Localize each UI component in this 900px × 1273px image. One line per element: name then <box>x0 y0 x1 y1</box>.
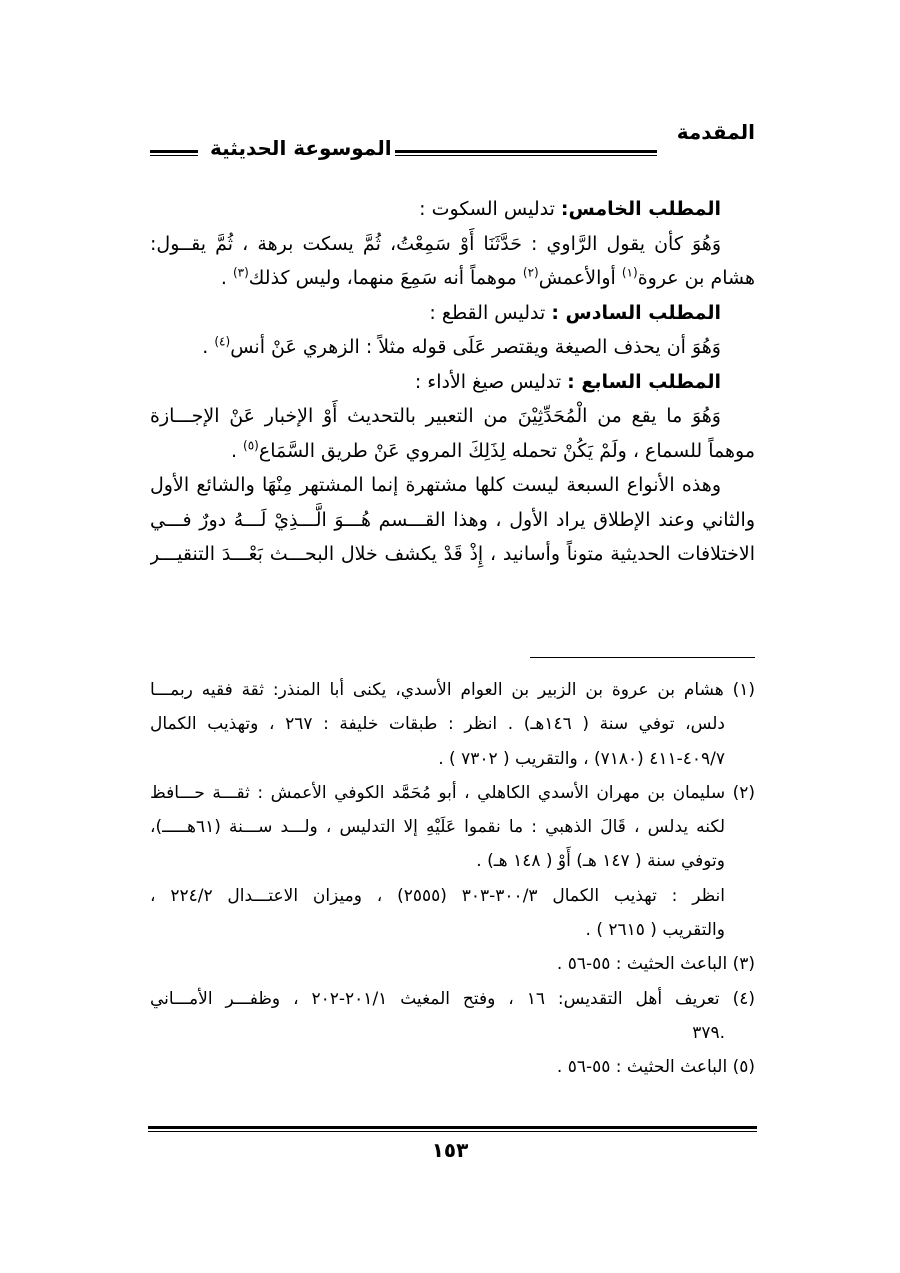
footer-rule <box>148 1126 757 1132</box>
header-rule-short <box>150 150 198 156</box>
page-number: ١٥٣ <box>431 1138 469 1162</box>
section-heading: المطلب السادس : <box>551 301 721 324</box>
footnote-line: وتوفي سنة ( ١٤٧ هـ) أَوْ ( ١٤٨ هـ) . <box>476 851 725 872</box>
paragraph-line <box>150 330 755 365</box>
text-run: موهماً للسماع ، ولَمْ يَكُنْ تحمله لِذَلِكَ المروي عَنْ طريق السَّمَاع <box>258 439 755 462</box>
text-run: أوالأعمش <box>538 267 622 289</box>
section-heading-text: تدليس القطع : <box>429 301 552 324</box>
footnote-line: ٤٠٩/٧-٤١١ (٧١٨٠) ، والتقريب ( ٧٣٠٢ ) . <box>438 748 725 769</box>
footnote-line: دلس، توفي سنة ( ١٤٦هـ) . انظر : طبقات خليفة : ٢٦٧ ، وتهذيب الكمال <box>150 714 725 735</box>
footnote-separator <box>530 657 755 658</box>
text-run: وَهُوَ أن يحذف الصيغة ويقتصر عَلَى قوله مثلاً : الزهري عَنْ أنس <box>230 336 721 358</box>
footnote-line: لكنه يدلس ، قَالَ الذهبي : ما نقموا عَلَيْهِ إلا التدليس ، ولـــد ســـنة (٦١هـــــ)، <box>150 817 725 838</box>
text-run: . <box>202 336 215 358</box>
chapter-title: المقدمة <box>676 120 755 144</box>
footnote-line: والتقريب ( ٢٦١٥ ) . <box>585 920 725 941</box>
paragraph-line: والثاني وعند الإطلاق يراد الأول ، وهذا القـــسم هُـــوَ الَّـــذِيْ لَـــهُ دورٌ فـــي <box>150 508 755 531</box>
paragraph-line: وهذه الأنواع السبعة ليست كلها مشتهرة إنما المشتهر مِنْهَا والشائع الأول <box>150 474 721 496</box>
paragraph-line: الاختلافات الحديثية متوناً وأسانيد ، إِذْ قَدْ يكشف خلال البحـــث بَعْـــدَ التنقيـــر <box>150 543 755 565</box>
footnote-line: انظر : تهذيب الكمال ٣٠٠/٣-٣٠٣ (٢٥٥٥) ، وميزان الاعتـــدال ٢٢٤/٢ ، <box>150 885 725 906</box>
footnote-line: .٣٧٩ <box>692 1022 725 1043</box>
text-run: موهماً أنه سَمِعَ منهما، وليس كذلك <box>248 267 523 289</box>
paragraph-line <box>150 434 755 469</box>
footnote-ref[interactable]: (٣) <box>232 265 249 280</box>
footnote-ref[interactable]: (١) <box>621 265 638 280</box>
section-heading: المطلب السابع : <box>567 370 721 393</box>
section-heading-text: تدليس صيغ الأداء : <box>414 370 568 393</box>
footnotes <box>150 673 755 1085</box>
book-title: الموسوعة الحديثية <box>210 136 392 160</box>
paragraph-line <box>150 296 755 331</box>
paragraph-line: وَهُوَ ما يقع من الْمُحَدِّثِيْنَ من التعبير بالتحديث أَوْ الإخبار عَنْ الإجـــازة <box>150 405 721 427</box>
text-run: هشام بن عروة <box>637 267 755 289</box>
paragraph-line: وَهُوَ كأن يقول الرَّاوي : حَدَّثَنَا أَوْ سَمِعْتُ، ثُمَّ يسكت برهة ، ثُمَّ يقــول: <box>150 232 721 255</box>
footnote-line: (١) هشام بن عروة بن الزبير بن العوام الأسدي، يكنى أبا المنذر: ثقة فقيه ربمـــا <box>150 680 755 700</box>
footnote-ref[interactable]: (٤) <box>214 334 231 349</box>
text-run: . <box>230 439 244 462</box>
section-heading: المطلب الخامس: <box>560 198 721 220</box>
header-rule-long <box>395 150 657 156</box>
main-text <box>150 192 755 572</box>
page-header <box>150 120 755 170</box>
paragraph-line <box>150 261 755 296</box>
paragraph-line <box>150 365 755 400</box>
footnote-line: (٣) الباعث الحثيث : ٥٥-٥٦ . <box>556 954 755 975</box>
text-run: . <box>220 267 233 289</box>
footnote-ref[interactable]: (٥) <box>243 438 259 453</box>
footnote-ref[interactable]: (٢) <box>522 265 539 280</box>
section-heading-text: تدليس السكوت : <box>419 198 561 220</box>
footnote-line: (٤) تعريف أهل التقديس: ١٦ ، وفتح المغيث ٢٠١/١-٢٠٢ ، وظفـــر الأمـــاني <box>150 988 755 1009</box>
footnote-line: (٢) سليمان بن مهران الأسدي الكاهلي ، أبو مُحَمَّد الكوفي الأعمش : ثقـــة حـــافظ <box>150 782 755 803</box>
paragraph-line <box>150 192 755 227</box>
footnote-line: (٥) الباعث الحثيث : ٥٥-٥٦ . <box>556 1057 755 1078</box>
